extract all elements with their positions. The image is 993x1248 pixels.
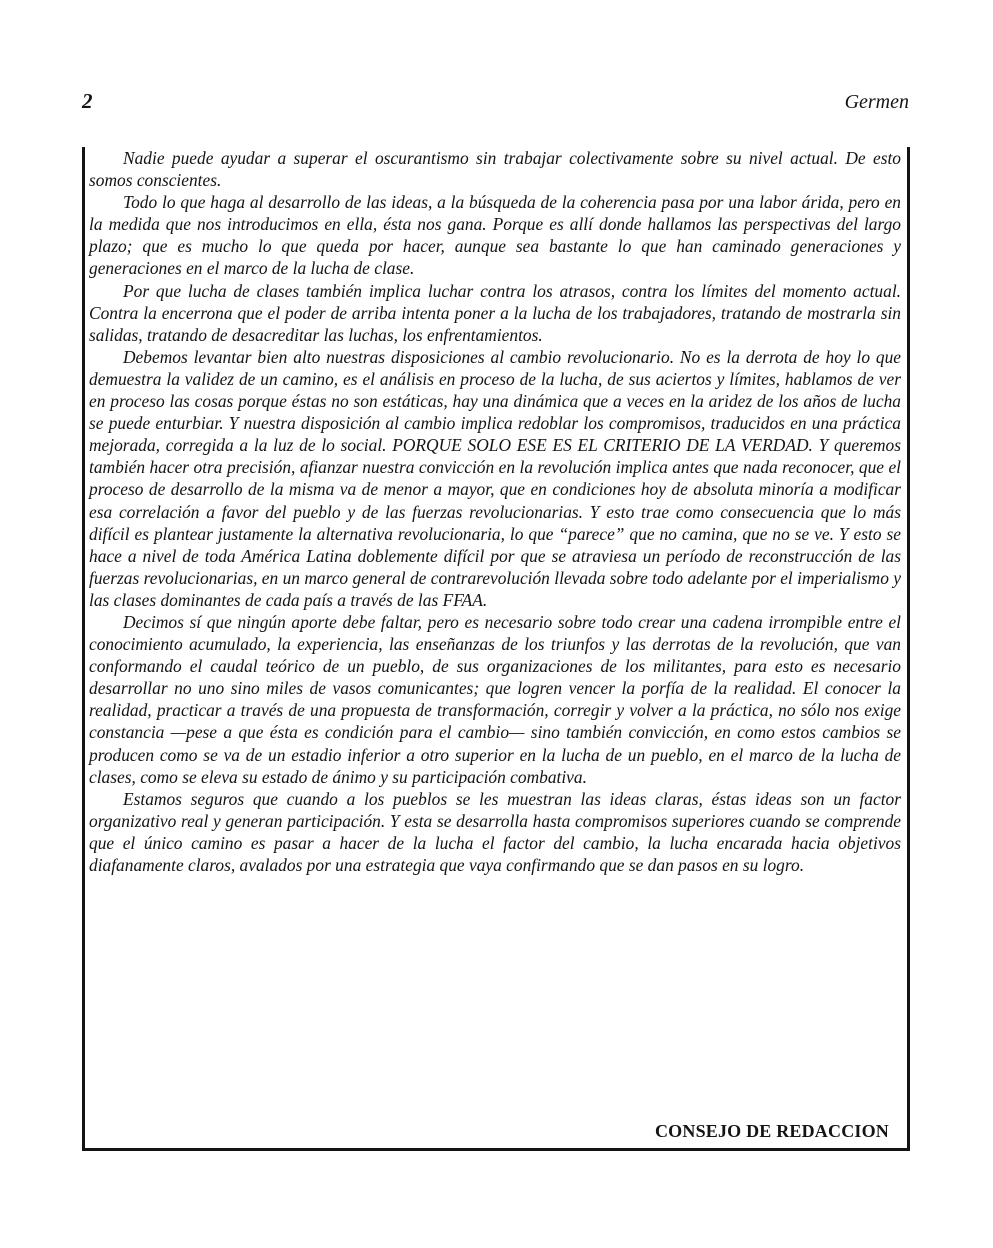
paragraph: Decimos sí que ningún aporte debe faltar, pero es necesario sobre todo crear una cadena irrompible entre el conocimiento acumulado, la experiencia, las enseñanzas de los triunfos y las derrotas de la revolución, que van conformando el caudal teórico de un pueblo, de sus organizaciones de los militantes, para esto es necesario desarrollar no uno sino miles de vasos comunicantes; que logren vencer la porfía de la realidad. El conocer la realidad, practicar a través de una propuesta de transformación, corregir y volver a la práctica, no sólo nos exige constancia —pese a que ésta es condición para el cambio— sino también convicción, en como estos cambios se producen como se va de un estadio inferior a otro superior en la lucha de un pueblo, en el marco de la lucha de clases, como se eleva su estado de ánimo y su participación combativa.: [89, 611, 901, 787]
paragraph: Estamos seguros que cuando a los pueblos se les muestran las ideas claras, éstas ideas son un factor organizativo real y generan participación. Y esta se desarrolla hasta compromisos superiores cuando se comprende que el único camino es pasar a hacer de la lucha el factor del cambio, la lucha encarada hacia objetivos diafanamente claros, avalados por una estrategia que vaya confirmando que se dan pasos en su logro.: [89, 788, 901, 875]
editorial-signature: CONSEJO DE REDACCION: [654, 1121, 889, 1141]
paragraph: Por que lucha de clases también implica luchar contra los atrasos, contra los límites del momento actual. Contra la encerrona que el poder de arriba intenta poner a la lucha de los trabajadores, tratando de mostrarla sin salidas, tratando de desacreditar las luchas, los enfrentamientos.: [89, 280, 901, 345]
paragraph: Nadie puede ayudar a superar el oscurantismo sin trabajar colectivamente sobre su nivel actual. De esto somos conscientes.: [89, 148, 901, 191]
running-head: Germen: [844, 91, 909, 113]
page-number: 2: [82, 89, 93, 113]
paragraph: Debemos levantar bien alto nuestras disposiciones al cambio revolucionario. No es la derrota de hoy lo que demuestra la validez de un camino, es el análisis en proceso de la lucha, de sus aciertos y límites, hablamos de ver en proceso las cosas porque éstas no son estáticas, hay una dinámica que a veces en la aridez de los años de lucha se puede enturbiar. Y nuestra disposición al cambio implica redoblar los compromisos, traducidos en una práctica mejorada, corregida a la luz de lo social. PORQUE SOLO ESE ES EL CRITERIO DE LA VERDAD. Y queremos también hacer otra precisión, afianzar nuestra convicción en la revolución implica antes que nada reconocer, que el proceso de desarrollo de la misma va de menor a mayor, que en condiciones hoy de absoluta minoría a modificar esa correlación a favor del pueblo y de las fuerzas revolucionarias. Y esto trae como consecuencia que lo más difícil es plantear justamente la alternativa revolucionaria, lo que “parece” que no camina, que no se ve. Y esto se hace a nivel de toda América Latina doblemente difícil por que se atraviesa un período de reconstrucción de las fuerzas revolucionarias, en un marco general de contrarevolución llevada sobre todo adelante por el imperialismo y las clases dominantes de cada país a través de las FFAA.: [89, 346, 901, 610]
editorial-body: [89, 147, 901, 876]
paragraph: Todo lo que haga al desarrollo de las ideas, a la búsqueda de la coherencia pasa por una labor árida, pero en la medida que nos introducimos en ella, ésta nos gana. Porque es allí donde hallamos las perspectivas del largo plazo; que es mucho lo que queda por hacer, aunque sea bastante lo que han caminado generaciones y generaciones en el marco de la lucha de clase.: [89, 192, 901, 279]
editorial-frame: [82, 147, 910, 1151]
